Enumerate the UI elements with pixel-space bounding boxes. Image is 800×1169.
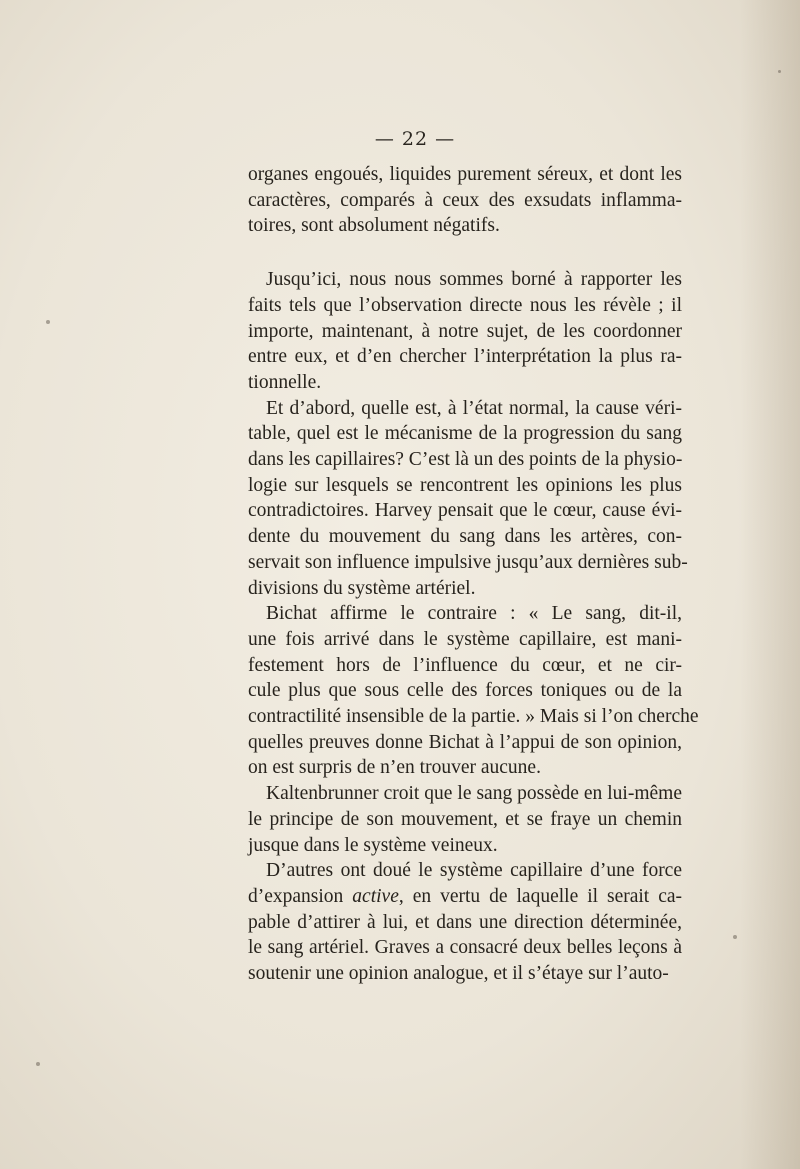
text-line: le sang artériel. Graves a consacré deux belles leçons à <box>248 937 682 959</box>
page-edge-shadow <box>740 0 800 1169</box>
text-line: caractères, comparés à ceux des exsudats inflamma- <box>248 189 682 211</box>
text-line: contradictoires. Harvey pensait que le cœur, cause évi- <box>248 500 682 522</box>
text-line: Bichat affirme le contraire : « Le sang, dit-il, <box>266 603 682 625</box>
paper-speck <box>733 935 737 939</box>
text-line: d’expansion active, en vertu de laquelle il serait ca- <box>248 885 683 907</box>
text-line: tionnelle. <box>248 371 322 393</box>
paragraph <box>248 396 688 602</box>
text-line: festement hors de l’influence du cœur, et ne cir- <box>248 654 682 676</box>
text-line: quelles preuves donne Bichat à l’appui de son opinion, <box>248 731 682 753</box>
body-text <box>248 162 699 987</box>
text-line: Jusqu’ici, nous nous sommes borné à rapporter les <box>266 269 682 291</box>
text-line: organes engoués, liquides purement séreux, et dont les <box>248 164 682 185</box>
text-line: servait son influence impulsive jusqu’aux dernières sub- <box>248 551 688 573</box>
text-line: toires, sont absolument négatifs. <box>248 215 500 237</box>
paragraph <box>248 162 682 239</box>
paragraph <box>248 858 682 987</box>
text-line: une fois arrivé dans le système capillaire, est mani- <box>248 628 682 650</box>
paragraph-gap <box>248 239 682 267</box>
text-line: dente du mouvement du sang dans les artères, con- <box>248 526 682 548</box>
text-line: entre eux, et d’en chercher l’interprétation la plus ra- <box>248 346 682 368</box>
text-line: divisions du système artériel. <box>248 577 476 599</box>
text-line: dans les capillaires? C’est là un des points de la physio- <box>248 449 683 471</box>
text-line: importe, maintenant, à notre sujet, de les coordonner <box>248 320 682 342</box>
paragraph <box>248 601 699 781</box>
text-line: jusque dans le système veineux. <box>248 834 498 856</box>
paper-speck <box>778 70 781 73</box>
text-line: faits tels que l’observation directe nous les révèle ; il <box>248 294 682 316</box>
paragraph <box>248 267 682 396</box>
paragraph <box>248 781 682 858</box>
text-line: Et d’abord, quelle est, à l’état normal, la cause véri- <box>266 397 682 419</box>
text-line: table, quel est le mécanisme de la progression du sang <box>248 423 682 445</box>
text-line: contractilité insensible de la partie. » Mais si l’on cherche <box>248 706 699 728</box>
text-line: Kaltenbrunner croit que le sang possède en lui-même <box>266 783 682 805</box>
paper-speck <box>36 1062 40 1066</box>
text-line: le principe de son mouvement, et se fraye un chemin <box>248 808 682 830</box>
page-number: — 22 — <box>374 128 456 150</box>
text-line: cule plus que sous celle des forces toniques ou de la <box>248 680 682 702</box>
emphasis: active <box>352 885 399 907</box>
text-line: pable d’attirer à lui, et dans une direction déterminée, <box>248 911 682 933</box>
text-line: on est surpris de n’en trouver aucune. <box>248 757 541 779</box>
text-line: D’autres ont doué le système capillaire d’une force <box>266 860 682 882</box>
text-line: logie sur lesquels se rencontrent les opinions les plus <box>248 474 682 496</box>
paper-speck <box>46 320 50 324</box>
text-line: soutenir une opinion analogue, et il s’étaye sur l’auto- <box>248 963 669 985</box>
